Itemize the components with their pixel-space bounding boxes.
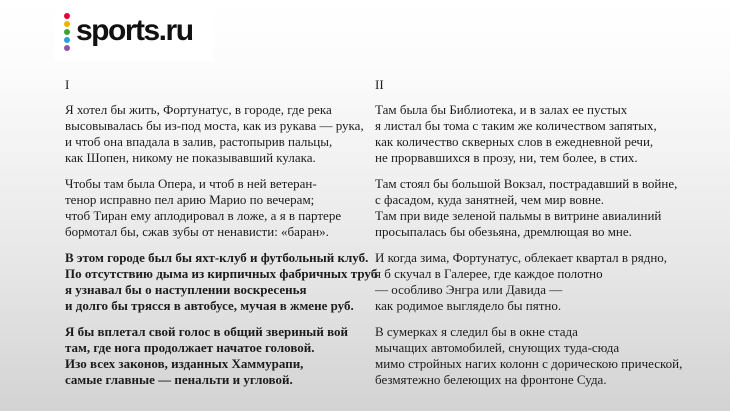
- poem-line: я узнавал бы о наступлении воскресенья: [65, 282, 307, 297]
- stanzas-container-1: [65, 102, 378, 388]
- sports-ru-logo[interactable]: [54, 0, 214, 62]
- poem-content: [65, 77, 705, 398]
- stanzas-container-2: [375, 102, 705, 388]
- poem-stanza: [375, 250, 705, 314]
- poem-stanza: [65, 324, 375, 388]
- poem-line: В этом городе был бы яхт-клуб и футбольный клуб.: [65, 250, 369, 265]
- logo-text: sports.ru: [76, 14, 193, 47]
- poem-line: самые главные — пенальти и угловой.: [65, 372, 293, 387]
- logo-dot-icon: [64, 21, 70, 27]
- poem-line: Там была бы Библиотека, и в залах ее пустых: [375, 102, 628, 117]
- poem-line: Я бы вплетал свой голос в общий звериный вой: [65, 324, 348, 339]
- poem-line: Изо всех законов, изданных Хаммурапи,: [65, 356, 304, 371]
- poem-line: и чтоб она впадала в залив, растопырив пальцы,: [65, 134, 333, 149]
- poem-line: мимо стройных нагих колонн с дорическою прической,: [375, 356, 683, 371]
- sports-ru-dots-icon: [64, 13, 70, 51]
- poem-line: Я хотел бы жить, Фортунатус, в городе, где река: [65, 102, 332, 117]
- poem-stanza: [65, 250, 378, 314]
- poem-line: я б скучал в Галерее, где каждое полотно: [375, 266, 603, 281]
- poem-line: мычащих автомобилей, снующих туда-сюда: [375, 340, 620, 355]
- poem-line: и долго бы трясся в автобусе, мучая в жмене руб.: [65, 298, 354, 313]
- poem-line: И когда зима, Фортунатус, облекает квартал в рядно,: [375, 250, 668, 265]
- section-numeral-2: II: [375, 77, 384, 92]
- poem-line: как количество скверных слов в ежедневной речи,: [375, 134, 654, 149]
- poem-line: Чтобы там была Опера, и чтоб в ней ветеран-: [65, 176, 317, 191]
- poem-stanza: [65, 102, 375, 166]
- poem-line: безмятежно белеющих на фронтоне Суда.: [375, 372, 607, 387]
- poem-line: бормотал бы, сжав зубы от ненависти: «баран».: [65, 224, 329, 239]
- poem-line: высовывалась бы из-под моста, как из рукава — рука,: [65, 118, 364, 133]
- logo-dot-icon: [64, 45, 70, 51]
- poem-column-1: [65, 77, 378, 398]
- poem-line: чтоб Тиран ему аплодировал в ложе, а я в партере: [65, 208, 342, 223]
- poem-stanza: [375, 176, 705, 240]
- poem-line: я листал бы тома с таким же количеством запятых,: [375, 118, 657, 133]
- poem-line: как родимое выглядело бы пятно.: [375, 298, 562, 313]
- poem-line: По отсутствию дыма из кирпичных фабричных труб: [65, 266, 378, 281]
- poem-line: там, где нога продолжает начатое головой.: [65, 340, 315, 355]
- logo-dot-icon: [64, 37, 70, 43]
- poem-column-2: [375, 77, 705, 398]
- logo-dot-icon: [64, 29, 70, 35]
- poem-stanza: [65, 176, 375, 240]
- poem-line: Там стоял бы большой Вокзал, пострадавший в войне,: [375, 176, 678, 191]
- logo-dot-icon: [64, 13, 70, 19]
- poem-line: с фасадом, куда занятней, чем мир вовне.: [375, 192, 605, 207]
- poem-stanza: [375, 324, 705, 388]
- poem-line: В сумерках я следил бы в окне стада: [375, 324, 578, 339]
- poem-line: не прорвавшихся в прозу, ни, тем более, в стих.: [375, 150, 638, 165]
- poem-line: как Шопен, никому не показывавший кулака.: [65, 150, 316, 165]
- poem-stanza: [375, 102, 705, 166]
- section-numeral-1: I: [65, 77, 70, 92]
- poem-line: Там при виде зеленой пальмы в витрине авиалиний: [375, 208, 662, 223]
- poem-line: просыпалась бы обезьяна, дремлющая во мне.: [375, 224, 632, 239]
- poem-line: — особливо Энгра или Давида —: [375, 282, 563, 297]
- poem-line: тенор исправно пел арию Марио по вечерам;: [65, 192, 315, 207]
